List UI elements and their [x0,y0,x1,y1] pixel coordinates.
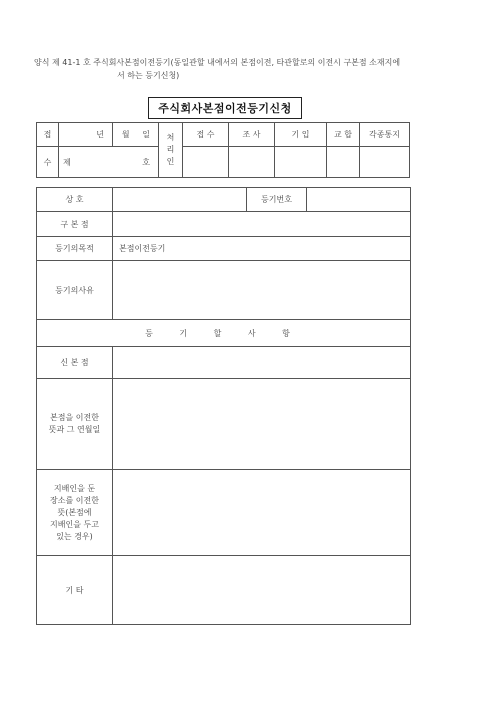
year-label: 년 [96,130,104,139]
manager-label [37,470,113,556]
old-office-field[interactable] [113,212,411,237]
entry-field[interactable] [275,147,327,178]
reg-number-field[interactable] [307,188,411,212]
relocation-field[interactable] [113,379,411,470]
manager-label-line-3: 뜻(본점에 [57,507,92,517]
receipt-number-cell[interactable] [59,147,159,178]
je-label: 제 [63,157,71,167]
new-office-label: 신 본 점 [37,347,113,379]
receipt-jeop-label: 접 [37,123,59,147]
reason-label: 등기의사유 [37,261,113,320]
reason-field[interactable] [113,261,411,320]
receipt-month-day-cell[interactable] [113,123,159,147]
manager-field[interactable] [113,470,411,556]
manager-label-line-1: 지배인을 둔 [53,483,96,493]
company-name-field[interactable] [113,188,247,212]
relocation-label [37,379,113,470]
ho-label: 호 [142,157,150,167]
col-reception: 접 수 [183,123,229,147]
old-office-label: 구 본 점 [37,212,113,237]
reg-number-label: 등기번호 [247,188,307,212]
col-entry: 기 입 [275,123,327,147]
company-name-label: 상 호 [37,188,113,212]
form-header [34,56,474,82]
form-subtitle-line: 서 하는 등기신청) [117,71,180,80]
col-collation: 교 합 [327,123,360,147]
manager-label-line-5: 있는 경우) [56,531,93,541]
application-table [36,187,411,625]
receipt-year-cell[interactable] [59,123,113,147]
day-label: 일 [142,130,150,139]
relocation-label-line-2: 뜻과 그 연월일 [48,425,101,434]
new-office-field[interactable] [113,347,411,379]
processor-char-2: 리 [166,145,175,154]
form-title: 주식회사본점이전등기신청 [148,97,302,119]
purpose-field[interactable]: 본점이전등기 [113,237,411,261]
receipt-su-label: 수 [37,147,59,178]
processor-char-1: 처 [166,133,175,142]
items-header: 등 기 할 사 항 [37,320,411,347]
etc-label: 기 타 [37,556,113,625]
examination-field[interactable] [229,147,275,178]
form-number-line: 양식 제 41-1 호 주식회사본점이전등기(동일관할 내에서의 본점이전, 타관할로의 이전시 구본점 소재지에 [34,58,401,67]
notices-field[interactable] [360,147,410,178]
processor-label [159,123,183,178]
reception-field[interactable] [183,147,229,178]
manager-label-line-2: 장소를 이전한 [50,495,99,505]
col-notices: 각종통지 [360,123,410,147]
month-label: 월 [121,130,130,139]
col-examination: 조 사 [229,123,275,147]
manager-label-line-4: 지배인을 두고 [50,519,99,529]
etc-field[interactable] [113,556,411,625]
receipt-table [36,122,410,178]
collation-field[interactable] [327,147,360,178]
relocation-label-line-1: 본점을 이전한 [50,413,99,422]
purpose-label: 등기의목적 [37,237,113,261]
processor-char-3: 인 [166,157,175,166]
